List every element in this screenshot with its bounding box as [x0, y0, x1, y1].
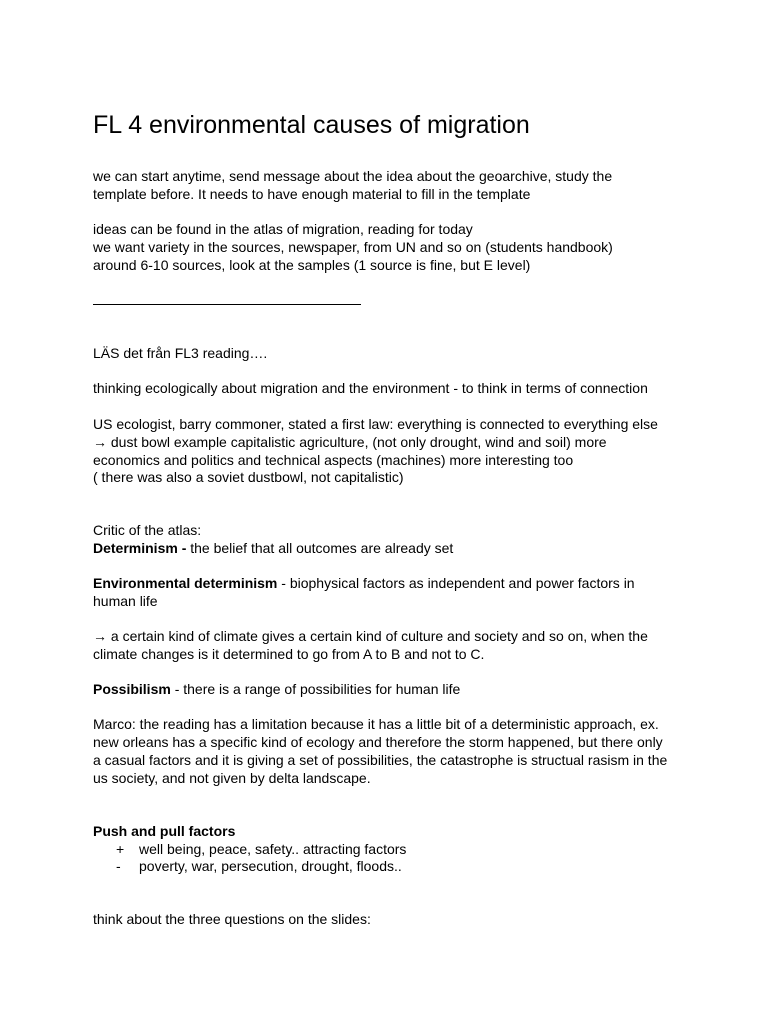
las-line: LÄS det från FL3 reading…. — [93, 345, 268, 361]
closing-line: think about the three questions on the slides: — [93, 911, 371, 927]
list-item: well being, peace, safety.. attracting factors — [139, 841, 407, 857]
ideas-line-1: ideas can be found in the atlas of migration, reading for today — [93, 221, 473, 237]
commoner-line-1: US ecologist, barry commoner, stated a first law: everything is connected to everything else — [93, 416, 658, 432]
climate-line-1: → a certain kind of climate gives a certain kind of culture and society and so on, when the — [93, 628, 648, 644]
ideas-line-3: around 6-10 sources, look at the samples (1 source is fine, but E level) — [93, 257, 531, 273]
critic-heading: Critic of the atlas: — [93, 522, 202, 538]
bullet-plus-mark: + — [116, 841, 125, 857]
possibilism-line — [93, 680, 460, 698]
bullet-minus-mark: - — [116, 858, 121, 874]
push-pull-heading — [93, 822, 235, 840]
possibilism-definition: - there is a range of possibilities for human life — [170, 681, 461, 697]
determinism-definition: the belief that all outcomes are already set — [186, 540, 454, 556]
intro-line-1: we can start anytime, send message about the idea about the geoarchive, study the — [93, 168, 613, 184]
intro-line-2: template before. It needs to have enough material to fill in the template — [93, 186, 531, 202]
marco-line-3: a casual factors and it is giving a set of possibilities, the catastrophe is structual rasism in the — [93, 752, 668, 768]
page-title: FL 4 environmental causes of migration — [93, 111, 530, 139]
marco-line-2: new orleans has a specific kind of ecology and therefore the storm happened, but there only — [93, 734, 663, 750]
horizontal-rule — [93, 304, 361, 305]
determinism-term: Determinism - — [93, 540, 187, 556]
list-item: poverty, war, persecution, drought, floods.. — [139, 858, 402, 874]
commoner-line-4: ( there was also a soviet dustbowl, not capitalistic) — [93, 469, 404, 485]
commoner-line-3: economics and politics and technical aspects (machines) more interesting too — [93, 452, 574, 468]
commoner-line-2: → dust bowl example capitalistic agriculture, (not only drought, wind and soil) more — [93, 434, 607, 450]
env-determinism-line-1 — [93, 574, 635, 592]
thinking-line: thinking ecologically about migration and the environment - to think in terms of connection — [93, 380, 648, 396]
marco-line-1: Marco: the reading has a limitation because it has a little bit of a deterministic approach, ex. — [93, 716, 659, 732]
env-determinism-term: Environmental determinism — [93, 575, 278, 591]
determinism-line — [93, 539, 453, 557]
env-determinism-line-2: human life — [93, 593, 158, 609]
climate-line-2: climate changes is it determined to go from A to B and not to C. — [93, 646, 485, 662]
possibilism-term: Possibilism — [93, 681, 171, 697]
ideas-line-2: we want variety in the sources, newspaper, from UN and so on (students handbook) — [93, 239, 613, 255]
marco-line-4: us society, and not given by delta landscape. — [93, 770, 371, 786]
push-pull-heading-text: Push and pull factors — [93, 823, 236, 839]
env-determinism-definition: - biophysical factors as independent and power factors in — [277, 575, 635, 591]
